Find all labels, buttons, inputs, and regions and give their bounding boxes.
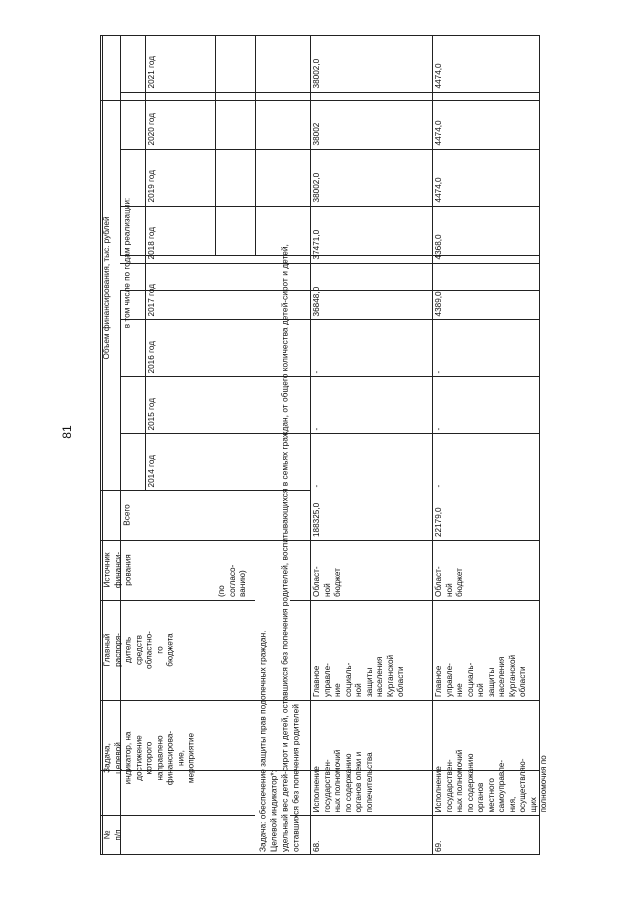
- header-year-2021: [145, 35, 215, 92]
- row-year-2017-text: 36848,0: [312, 286, 321, 317]
- header-year-2017-text: 2017 год: [147, 283, 156, 317]
- row-year-2016: [310, 319, 432, 376]
- header-task-text: Задача, целевой индикатор, на достижение которого направлено финансирова- ние, мероприятие: [102, 730, 195, 785]
- row-year-2018-text: 4368,0: [434, 234, 443, 260]
- row-year-2021: [310, 35, 432, 92]
- header-by-years: [120, 35, 145, 490]
- header-source: [100, 540, 215, 600]
- row-year-2019-text: 4474,0: [434, 177, 443, 203]
- row-num-text: 68.: [312, 840, 321, 852]
- note-cell: [215, 540, 255, 600]
- row-manager: [432, 600, 540, 700]
- row-year-2019: [310, 149, 432, 206]
- header-year-2021-text: 2021 год: [147, 56, 156, 89]
- row-source-text: Област- ной бюджет: [312, 566, 342, 597]
- row-year-2015: [432, 376, 540, 433]
- header-num-text: № п/п: [102, 829, 122, 841]
- row-year-2020: [432, 92, 540, 149]
- header-year-2014: [145, 433, 215, 490]
- header-volume-text: Объем финансирования, тыс. рублей: [102, 215, 111, 360]
- row-year-2019-text: 38002,0: [312, 173, 321, 203]
- row-year-2014-text: -: [434, 484, 443, 487]
- page-number: 81: [60, 425, 74, 439]
- row-year-2020: [310, 92, 432, 149]
- row-event-text: Исполнение государствен- ных полномочий по содержанию органов местного самоуправле- ния, осуществляю- щих полномочия по: [434, 749, 548, 812]
- row-year-2017-text: 4389,0: [434, 291, 443, 317]
- header-year-2020-text: 2020 год: [147, 113, 156, 146]
- row-total-text: 22179,0: [434, 507, 443, 537]
- header-num: [100, 815, 215, 855]
- row-year-2019: [432, 149, 540, 206]
- header-volume: [100, 35, 120, 540]
- row-year-2018: [432, 206, 540, 263]
- row-event-text: Исполнение государствен- ных полномочий по содержанию органов опеки и попечительства: [312, 749, 374, 812]
- note-cell-text: (по согласо- ванию): [217, 564, 247, 597]
- header-total: [120, 490, 215, 540]
- header-year-2014-text: 2014 год: [147, 454, 156, 487]
- row-year-2018: [310, 206, 432, 263]
- row-year-2016-text: -: [434, 370, 443, 374]
- header-total-text: Всего: [122, 504, 131, 526]
- row-year-2015: [310, 376, 432, 433]
- row-year-2020-text: 38002: [312, 122, 321, 146]
- row-year-2017: [310, 263, 432, 320]
- row-year-2014: [310, 433, 432, 490]
- row-year-2016: [432, 319, 540, 376]
- row-num: [432, 815, 540, 855]
- grid-line: [215, 35, 216, 255]
- header-year-2019: [145, 149, 215, 206]
- row-total: [432, 490, 540, 540]
- header-manager: [100, 600, 215, 700]
- row-year-2021: [432, 35, 540, 92]
- row-year-2014: [432, 433, 540, 490]
- header-year-2016: [145, 319, 215, 376]
- row-year-2015-text: -: [312, 427, 321, 431]
- row-source: [432, 540, 540, 600]
- header-year-2018: [145, 206, 215, 263]
- header-year-2015: [145, 376, 215, 433]
- row-manager-text: Главное управле- ние социаль- ной защиты населения Курганской области: [312, 654, 405, 697]
- row-total: [310, 490, 432, 540]
- row-manager-text: Главное управле- ние социаль- ной защиты населения Курганской области: [434, 654, 527, 697]
- header-year-2019-text: 2019 год: [147, 170, 156, 203]
- task-row-text: Задача: обеспечение защиты прав подопечных граждан. Целевой индикатор*: удельный вес детей-сирот и детей, оставшихся без попечения родителей, воспитывающихся в семьях граждан, от общего количества детей-сирот и детей, оставшихся без попечения родителей: [257, 244, 300, 852]
- row-manager: [310, 600, 432, 700]
- row-year-2016-text: -: [312, 370, 321, 374]
- header-source-text: Источник финанси- рования: [102, 551, 132, 589]
- row-year-2017: [432, 263, 540, 320]
- header-year-2015-text: 2015 год: [147, 397, 156, 431]
- header-year-2018-text: 2018 год: [147, 227, 156, 260]
- row-year-2018-text: 37471,0: [312, 229, 321, 260]
- row-year-2014-text: -: [312, 484, 321, 487]
- row-year-2021-text: 38002,0: [312, 59, 321, 89]
- row-year-2015-text: -: [434, 427, 443, 431]
- row-total-text: 188325,0: [312, 502, 321, 537]
- header-task: [100, 700, 215, 815]
- row-event: [310, 700, 432, 815]
- task-row: [255, 35, 310, 855]
- row-source: [310, 540, 432, 600]
- row-num: [310, 815, 432, 855]
- row-year-2020-text: 4474,0: [434, 120, 443, 146]
- header-year-2016-text: 2016 год: [147, 340, 156, 374]
- header-year-2017: [145, 263, 215, 320]
- row-num-text: 69.: [434, 840, 443, 852]
- row-event: [432, 700, 548, 815]
- row-source-text: Област- ной бюджет: [434, 566, 464, 597]
- grid-line: [145, 35, 146, 490]
- row-year-2021-text: 4474,0: [434, 63, 443, 89]
- header-year-2020: [145, 92, 215, 149]
- header-manager-text: Главный распоря- дитель средств областно- го бюджета: [102, 631, 174, 669]
- header-by-years-text: в том числе по годам реализации:: [122, 197, 131, 328]
